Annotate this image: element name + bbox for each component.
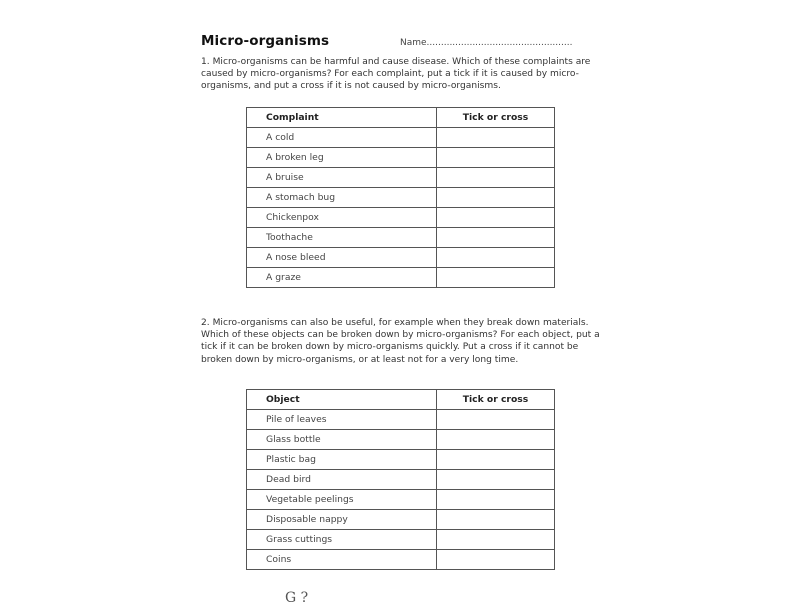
table-row — [247, 168, 555, 188]
table-row — [247, 510, 555, 530]
table-row — [247, 470, 555, 490]
object-cell: Glass bottle — [247, 430, 437, 450]
answer-cell[interactable] — [437, 148, 555, 168]
table-row — [247, 530, 555, 550]
answer-cell[interactable] — [437, 168, 555, 188]
object-cell: Coins — [247, 550, 437, 570]
answer-cell[interactable] — [437, 490, 555, 510]
column-header-tick-or-cross: Tick or cross — [437, 108, 555, 128]
table-row — [247, 148, 555, 168]
object-cell: Disposable nappy — [247, 510, 437, 530]
column-header-complaint: Complaint — [247, 108, 437, 128]
answer-cell[interactable] — [437, 208, 555, 228]
complaint-cell: A broken leg — [247, 148, 437, 168]
complaint-cell: A nose bleed — [247, 248, 437, 268]
table-row — [247, 208, 555, 228]
answer-cell[interactable] — [437, 470, 555, 490]
complaints-table — [246, 107, 555, 288]
answer-cell[interactable] — [437, 530, 555, 550]
table-row — [247, 128, 555, 148]
answer-cell[interactable] — [437, 510, 555, 530]
complaint-cell: A stomach bug — [247, 188, 437, 208]
answer-cell[interactable] — [437, 128, 555, 148]
objects-table — [246, 389, 555, 570]
column-header-tick-or-cross: Tick or cross — [437, 390, 555, 410]
column-header-object: Object — [247, 390, 437, 410]
table-row — [247, 228, 555, 248]
object-cell: Vegetable peelings — [247, 490, 437, 510]
complaint-cell: A bruise — [247, 168, 437, 188]
object-cell: Grass cuttings — [247, 530, 437, 550]
table-row — [247, 268, 555, 288]
object-cell: Dead bird — [247, 470, 437, 490]
table-row — [247, 430, 555, 450]
complaint-cell: Chickenpox — [247, 208, 437, 228]
worksheet-title: Micro-organisms — [201, 33, 330, 49]
cut-off-footer-text: G ? — [285, 590, 309, 606]
table-row — [247, 450, 555, 470]
name-field[interactable]: Name................................................... — [400, 38, 573, 48]
table-row — [247, 550, 555, 570]
table-row — [247, 248, 555, 268]
table-header-row — [247, 108, 555, 128]
answer-cell[interactable] — [437, 550, 555, 570]
question-2-text: 2. Micro-organisms can also be useful, for example when they break down materials. Which of these objects can be broken down by micro-organisms? For each object, put a tick if it can be broken down by micro-organisms quickly. Put a cross if it cannot be broken down by micro-organisms, or at least not for a very long time. — [201, 318, 600, 365]
question-1-text: 1. Micro-organisms can be harmful and cause disease. Which of these complaints are caused by micro-organisms? For each complaint, put a tick if it is caused by micro-organisms, and put a cross if it is not caused by micro-organisms. — [201, 57, 591, 92]
table-row — [247, 490, 555, 510]
object-cell: Plastic bag — [247, 450, 437, 470]
table-row — [247, 188, 555, 208]
answer-cell[interactable] — [437, 248, 555, 268]
complaint-cell: A graze — [247, 268, 437, 288]
table-header-row — [247, 390, 555, 410]
object-cell: Pile of leaves — [247, 410, 437, 430]
answer-cell[interactable] — [437, 410, 555, 430]
answer-cell[interactable] — [437, 228, 555, 248]
answer-cell[interactable] — [437, 430, 555, 450]
complaint-cell: Toothache — [247, 228, 437, 248]
answer-cell[interactable] — [437, 188, 555, 208]
answer-cell[interactable] — [437, 268, 555, 288]
answer-cell[interactable] — [437, 450, 555, 470]
table-row — [247, 410, 555, 430]
complaint-cell: A cold — [247, 128, 437, 148]
